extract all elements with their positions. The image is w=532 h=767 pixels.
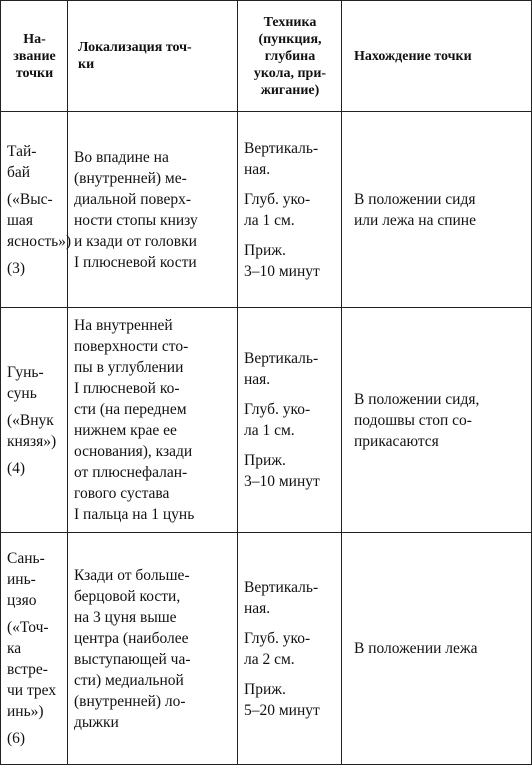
point-translation-line: встре-	[7, 661, 48, 678]
location-line: ности стопы книзу	[74, 211, 198, 229]
point-name-cell	[1, 112, 72, 308]
location-line: поверхности сто-	[74, 338, 189, 355]
technique-depth-line: ла 2 см.	[244, 650, 295, 668]
location-line: пы в углублении	[74, 359, 184, 376]
header-technique-line: Техника	[263, 14, 317, 30]
finding-line: подошвы стоп со-	[354, 411, 472, 429]
technique-depth-line: Глуб. уко-	[244, 629, 311, 647]
location-line: основания), кзади	[74, 443, 193, 460]
table-row	[1, 308, 532, 533]
location-line: I плюсневой ко-	[74, 380, 180, 397]
point-translation-line: князя»)	[7, 432, 57, 450]
location-line: (внутренней) ме-	[74, 169, 187, 187]
technique-direction-line: ная.	[244, 371, 271, 388]
point-name-line: Гунь-	[7, 363, 44, 381]
point-translation-line: («Точ-	[7, 619, 49, 636]
location-line: На внутренней	[74, 317, 173, 334]
location-line: диальной поверх-	[74, 190, 192, 208]
technique-cautery-line: Приж.	[244, 241, 286, 259]
header-location-line: Локализация точ-	[78, 40, 192, 55]
header-technique-cell	[238, 1, 342, 112]
point-name-line: инь-	[7, 571, 36, 588]
header-name-line: звание	[13, 48, 56, 64]
location-line: выступающей ча-	[74, 650, 191, 668]
finding-line: или лежа на спине	[354, 211, 476, 229]
technique-direction-line: Вертикаль-	[244, 578, 319, 596]
point-translation-line: ясность»)	[7, 232, 72, 250]
finding-cell	[342, 112, 532, 308]
header-technique-line: глубина	[264, 48, 316, 64]
point-number: (6)	[7, 730, 26, 747]
point-number: (4)	[7, 459, 26, 477]
header-name-line: точки	[15, 65, 54, 81]
location-line: (внутренней) ло-	[74, 692, 186, 710]
location-cell	[68, 533, 238, 765]
location-line: сти) медиальной	[74, 671, 184, 689]
technique-direction-line: Вертикаль-	[244, 139, 319, 157]
technique-cautery-line: 5–20 минут	[244, 701, 320, 719]
header-name-line: На-	[23, 31, 46, 47]
finding-line: В положении лежа	[354, 640, 478, 657]
point-name-line: Сань-	[7, 550, 45, 567]
location-line: берцовой кости,	[74, 587, 181, 605]
location-line: дыжки	[74, 713, 119, 731]
point-number: (3)	[7, 259, 26, 277]
location-line: Кзади от больше-	[74, 566, 190, 584]
header-name-cell	[1, 1, 68, 112]
technique-depth-line: ла 1 см.	[244, 211, 295, 229]
point-name-cell	[1, 308, 68, 533]
point-name-line: сунь	[7, 384, 37, 402]
finding-line: В положении сидя,	[354, 390, 480, 408]
technique-cautery-line: 3–10 минут	[244, 473, 320, 490]
table-row	[1, 533, 532, 765]
finding-cell	[342, 308, 532, 533]
technique-depth-line: Глуб. уко-	[244, 401, 311, 418]
finding-line: прикасаются	[354, 432, 439, 450]
technique-depth-line: ла 1 см.	[244, 422, 295, 439]
location-line: и кзади от головки	[74, 232, 197, 250]
point-name-line: Тай-	[7, 142, 37, 160]
technique-cell	[238, 533, 342, 765]
technique-cell	[238, 308, 342, 533]
table-row	[1, 112, 532, 308]
point-name-cell	[1, 533, 68, 765]
technique-cell	[238, 112, 342, 308]
location-line: I плюсневой кости	[74, 253, 197, 271]
finding-cell	[342, 533, 532, 765]
location-cell	[68, 112, 238, 308]
technique-cautery-line: Приж.	[244, 452, 286, 469]
header-row	[1, 1, 532, 112]
location-line: сти (на переднем	[74, 401, 187, 418]
point-translation-line: шая	[7, 211, 33, 229]
finding-line: В положении сидя	[354, 190, 476, 208]
point-name-line: цзяо	[7, 592, 37, 609]
header-location-line: ки	[78, 57, 95, 72]
location-cell	[68, 308, 238, 533]
location-line: центра (наиболее	[74, 629, 189, 647]
header-technique-line: (пункция,	[258, 31, 322, 47]
point-translation-line: инь»)	[7, 703, 44, 720]
location-line: нижнем крае ее	[74, 422, 177, 439]
header-location-cell	[68, 1, 238, 112]
point-translation-line: («Внук	[7, 411, 54, 429]
technique-direction-line: Вертикаль-	[244, 350, 319, 367]
point-name-line: бай	[7, 163, 31, 181]
point-translation-line: («Выс-	[7, 190, 53, 208]
technique-direction-line: ная.	[244, 599, 271, 617]
location-line: I пальца на 1 цунь	[74, 506, 195, 523]
technique-cautery-line: Приж.	[244, 680, 286, 698]
point-translation-line: чи трех	[7, 682, 57, 699]
location-line: от плюснефалан-	[74, 464, 188, 481]
technique-depth-line: Глуб. уко-	[244, 190, 311, 208]
header-technique-line: укола, при-	[253, 65, 327, 81]
location-line: на 3 цуня выше	[74, 608, 177, 626]
point-translation-line: ка	[7, 640, 22, 657]
header-finding-label: Нахождение точки	[354, 48, 472, 64]
header-technique-line: жигание)	[260, 82, 320, 98]
location-line: гового сустава	[74, 485, 170, 502]
location-line: Во впадине на	[74, 148, 169, 166]
technique-direction-line: ная.	[244, 160, 271, 178]
header-finding-cell	[342, 1, 532, 112]
technique-cautery-line: 3–10 минут	[244, 262, 320, 280]
